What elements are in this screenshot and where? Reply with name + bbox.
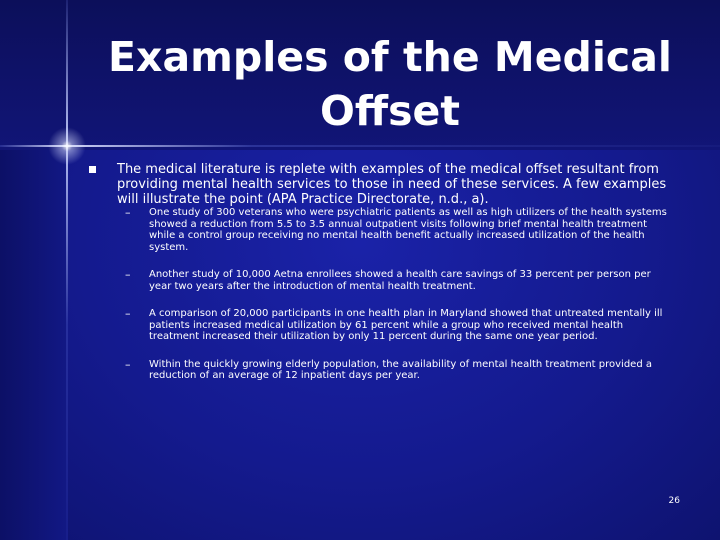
sub-bullet-text: A comparison of 20,000 participants in one health plan in Maryland showed that untreated mentally ill patients increased medical utilization by 61 percent while a group who received mental health treatment increased their utilization by only 11 percent during the same one year period.: [149, 308, 663, 342]
sub-bullet-text: One study of 300 veterans who were psychiatric patients as well as high utilizers of the health systems showed a reduction from 5.5 to 3.5 annual outpatient visits following brief mental health treatment while a control group receiving no mental health benefit actually increased utilization of the health system.: [149, 207, 667, 253]
sub-bullet-text: Within the quickly growing elderly population, the availability of mental health treatment provided a reduction of an average of 12 inpatient days per year.: [149, 358, 652, 381]
dash-bullet-icon: –: [125, 206, 131, 219]
sub-bullet-text: Another study of 10,000 Aetna enrollees showed a health care savings of 33 percent per person per year two years after the introduction of mental health treatment.: [149, 269, 651, 292]
decorative-vertical-line: [66, 0, 68, 540]
sub-bullet-item: [125, 207, 673, 253]
main-bullet: [89, 162, 679, 207]
dash-bullet-icon: –: [125, 357, 131, 371]
sub-bullet-item: [125, 308, 673, 343]
main-bullet-text: The medical literature is replete with examples of the medical offset resultant from providing mental health services to those in need of these services. A few examples will illustrate the point (APA Practice Directorate, n.d., a).: [117, 162, 667, 207]
sub-bullet-list: [125, 207, 673, 398]
dash-bullet-icon: –: [125, 307, 131, 320]
left-band: [0, 150, 68, 540]
slide-title: Examples of the Medical Offset: [108, 33, 672, 135]
decorative-horizontal-line: [0, 145, 720, 147]
sparkle-icon: [48, 127, 86, 165]
page-number: 26: [668, 496, 680, 506]
square-bullet-icon: [89, 166, 96, 173]
sub-bullet-item: [125, 359, 673, 382]
dash-bullet-icon: –: [125, 268, 131, 281]
sub-bullet-item: [125, 269, 673, 292]
